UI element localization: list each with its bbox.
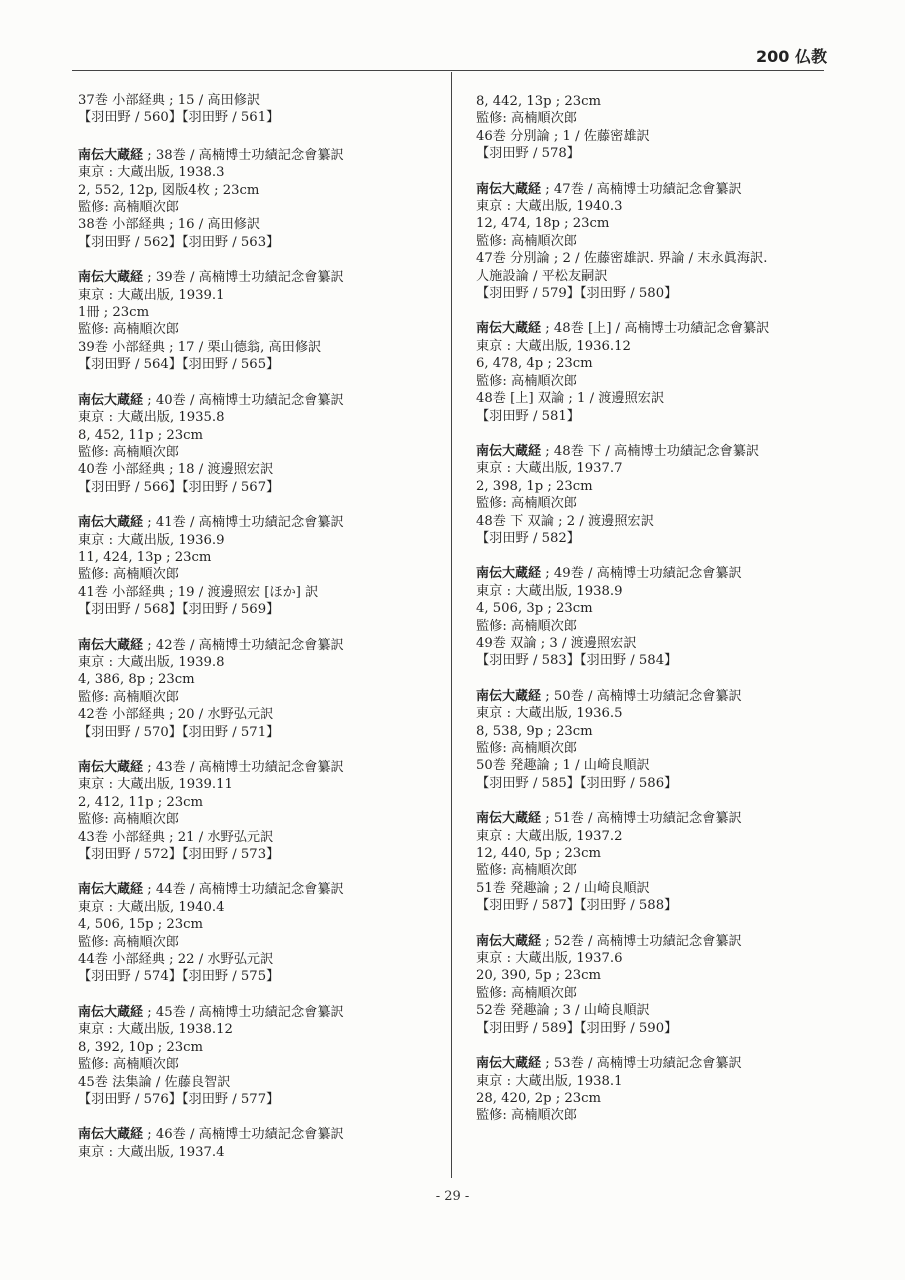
entry-volume-statement: ; 45巻 / 高楠博士功績記念會纂訳 [143, 1004, 344, 1020]
entry-volume-statement: ; 39巻 / 高楠博士功績記念會纂訳 [143, 270, 344, 286]
entry-line: 東京 : 大蔵出版, 1939.11 [78, 777, 233, 793]
entry-line: 東京 : 大蔵出版, 1936.9 [78, 532, 225, 548]
entry-line: 2, 412, 11p ; 23cm [78, 794, 204, 810]
entry-line: 【羽田野 / 578】 [476, 146, 580, 162]
entry-heading [476, 565, 831, 582]
entry-line: 【羽田野 / 587】【羽田野 / 588】 [476, 898, 678, 914]
entry-volume-statement: ; 47巻 / 高楠博士功績記念會纂訳 [541, 181, 742, 197]
entry-line: 監修: 高楠順次郎 [78, 689, 179, 705]
entry-volume-statement: ; 50巻 / 高楠博士功績記念會纂訳 [541, 688, 742, 704]
entry-line: 【羽田野 / 589】【羽田野 / 590】 [476, 1020, 678, 1036]
right-column [476, 93, 831, 1143]
entry-heading [78, 147, 433, 164]
entry-line: 4, 506, 15p ; 23cm [78, 917, 204, 933]
entry-line: 【羽田野 / 576】【羽田野 / 577】 [78, 1091, 280, 1107]
entry-line: 東京 : 大蔵出版, 1938.9 [476, 583, 623, 599]
entry-line: 【羽田野 / 566】【羽田野 / 567】 [78, 479, 280, 495]
entry-line: 2, 398, 1p ; 23cm [476, 478, 593, 494]
entry-line: 12, 474, 18p ; 23cm [476, 216, 610, 232]
entry-title: 南伝大蔵経 [476, 688, 542, 704]
entry-line: 監修: 高楠順次郎 [476, 741, 577, 756]
entry-line: 11, 424, 13p ; 23cm [78, 549, 212, 565]
entry-line: 【羽田野 / 560】【羽田野 / 561】 [78, 110, 280, 126]
entry-heading [78, 1126, 433, 1143]
entry-line: 【羽田野 / 579】【羽田野 / 580】 [476, 286, 678, 302]
entry-line: 人施設論 / 平松友嗣訳 [476, 268, 608, 284]
entry-line: 監修: 高楠順次郎 [476, 985, 577, 1001]
entry-heading [78, 269, 433, 286]
entry-line: 監修: 高楠順次郎 [476, 233, 577, 249]
entry-volume-statement: ; 52巻 / 高楠博士功績記念會纂訳 [541, 933, 742, 949]
entry-line: 8, 538, 9p ; 23cm [476, 723, 593, 739]
entry-line: 東京 : 大蔵出版, 1937.4 [78, 1144, 225, 1160]
entry-line: 49巻 双論 ; 3 / 渡邊照宏訳 [476, 635, 637, 651]
entry-title: 南伝大蔵経 [78, 270, 144, 286]
entry-line: 45巻 法集論 / 佐藤良智訳 [78, 1074, 231, 1090]
catalog-entry [476, 565, 831, 669]
entry-line: 6, 478, 4p ; 23cm [476, 356, 593, 372]
catalog-entry [476, 1055, 831, 1125]
catalog-entry [476, 688, 831, 792]
entry-volume-statement: ; 42巻 / 高楠博士功績記念會纂訳 [143, 637, 344, 653]
entry-line: 48巻 下 双論 ; 2 / 渡邊照宏訳 [476, 513, 654, 529]
entry-heading [78, 514, 433, 531]
entry-heading [78, 881, 433, 898]
entry-line: 【羽田野 / 582】 [476, 530, 580, 546]
catalog-entry [78, 881, 433, 985]
entry-line: 東京 : 大蔵出版, 1935.8 [78, 410, 225, 426]
entry-line: 監修: 高楠順次郎 [476, 863, 577, 879]
catalog-entry [78, 392, 433, 496]
page-number: - 29 - [435, 1189, 470, 1204]
entry-title: 南伝大蔵経 [78, 515, 144, 531]
entry-line: 監修: 高楠順次郎 [476, 496, 577, 512]
entry-line: 東京 : 大蔵出版, 1936.12 [476, 338, 631, 354]
entry-line: 4, 386, 8p ; 23cm [78, 672, 195, 688]
entry-line: 【羽田野 / 583】【羽田野 / 584】 [476, 653, 678, 669]
entry-line: 1冊 ; 23cm [78, 305, 150, 321]
entry-line: 東京 : 大蔵出版, 1938.1 [476, 1073, 623, 1089]
column-divider [451, 72, 452, 1178]
catalog-entry [78, 92, 433, 127]
entry-title: 南伝大蔵経 [476, 1056, 542, 1072]
entry-line: 51巻 発趣論 ; 2 / 山崎良順訳 [476, 880, 650, 896]
entry-volume-statement: ; 53巻 / 高楠博士功績記念會纂訳 [541, 1056, 742, 1072]
entry-volume-statement: ; 48巻 下 / 高楠博士功績記念會纂訳 [541, 443, 760, 459]
entry-line: 【羽田野 / 585】【羽田野 / 586】 [476, 775, 678, 791]
entry-title: 南伝大蔵経 [476, 566, 542, 582]
entry-line: 43巻 小部経典 ; 21 / 水野弘元訳 [78, 829, 274, 845]
entry-line: 東京 : 大蔵出版, 1937.2 [476, 828, 623, 844]
entry-line: 44巻 小部経典 ; 22 / 水野弘元訳 [78, 952, 274, 968]
entry-line: 47巻 分別論 ; 2 / 佐藤密雄訳. 界論 / 末永眞海訳. [476, 251, 768, 267]
catalog-entry [476, 181, 831, 303]
entry-volume-statement: ; 51巻 / 高楠博士功績記念會纂訳 [541, 811, 742, 827]
entry-volume-statement: ; 49巻 / 高楠博士功績記念會纂訳 [541, 566, 742, 582]
entry-volume-statement: ; 43巻 / 高楠博士功績記念會纂訳 [143, 760, 344, 775]
entry-line: 8, 392, 10p ; 23cm [78, 1039, 204, 1055]
entry-volume-statement: ; 38巻 / 高楠博士功績記念會纂訳 [143, 147, 344, 163]
entry-line: 監修: 高楠順次郎 [78, 812, 179, 828]
entry-heading [476, 810, 831, 827]
entry-line: 50巻 発趣論 ; 1 / 山崎良順訳 [476, 758, 650, 774]
entry-line: 監修: 高楠順次郎 [476, 111, 577, 127]
entry-title: 南伝大蔵経 [78, 147, 144, 163]
catalog-entry [78, 147, 433, 251]
entry-line: 【羽田野 / 572】【羽田野 / 573】 [78, 847, 280, 863]
entry-line: 監修: 高楠順次郎 [78, 444, 179, 460]
entry-title: 南伝大蔵経 [476, 933, 542, 949]
entry-heading [476, 443, 831, 460]
entry-title: 南伝大蔵経 [78, 760, 144, 775]
entry-line: 東京 : 大蔵出版, 1940.4 [78, 899, 225, 915]
entry-title: 南伝大蔵経 [476, 181, 542, 197]
entry-line: 37巻 小部経典 ; 15 / 高田修訳 [78, 93, 261, 108]
entry-line: 38巻 小部経典 ; 16 / 高田修訳 [78, 217, 261, 233]
catalog-entry [476, 443, 831, 547]
entry-title: 南伝大蔵経 [476, 321, 542, 337]
entry-line: 東京 : 大蔵出版, 1936.5 [476, 706, 623, 722]
entry-line: 監修: 高楠順次郎 [78, 322, 179, 338]
entry-line: 40巻 小部経典 ; 18 / 渡邊照宏訳 [78, 462, 274, 478]
entry-volume-statement: ; 40巻 / 高楠博士功績記念會纂訳 [143, 392, 344, 408]
entry-line: 監修: 高楠順次郎 [476, 373, 577, 389]
section-title: 200 仏教 [756, 47, 827, 66]
entry-volume-statement: ; 48巻 [上] / 高楠博士功績記念會纂訳 [541, 321, 770, 337]
entry-line: 2, 552, 12p, 図版4枚 ; 23cm [78, 182, 260, 198]
entry-heading [78, 637, 433, 654]
entry-line: 東京 : 大蔵出版, 1939.8 [78, 654, 225, 670]
catalog-entry [476, 933, 831, 1037]
entry-line: 28, 420, 2p ; 23cm [476, 1090, 602, 1106]
entry-heading [78, 392, 433, 409]
entry-line: 監修: 高楠順次郎 [476, 1108, 577, 1124]
entry-line: 監修: 高楠順次郎 [78, 934, 179, 950]
entry-heading [476, 933, 831, 950]
entry-heading [78, 1004, 433, 1021]
entry-line: 監修: 高楠順次郎 [78, 200, 179, 216]
catalog-entry [476, 810, 831, 914]
entry-line: 46巻 分別論 ; 1 / 佐藤密雄訳 [476, 128, 650, 144]
entry-heading [476, 181, 831, 198]
entry-line: 【羽田野 / 570】【羽田野 / 571】 [78, 724, 280, 740]
catalog-entry [78, 759, 433, 863]
entry-line: 東京 : 大蔵出版, 1939.1 [78, 287, 225, 303]
entry-line: 東京 : 大蔵出版, 1938.12 [78, 1022, 233, 1038]
entry-line: 東京 : 大蔵出版, 1937.6 [476, 951, 623, 967]
entry-volume-statement: ; 44巻 / 高楠博士功績記念會纂訳 [143, 882, 344, 898]
entry-title: 南伝大蔵経 [476, 443, 542, 459]
entry-title: 南伝大蔵経 [78, 637, 144, 653]
entry-line: 監修: 高楠順次郎 [476, 618, 577, 634]
entry-line: 【羽田野 / 574】【羽田野 / 575】 [78, 969, 280, 985]
entry-line: 東京 : 大蔵出版, 1940.3 [476, 199, 623, 215]
entry-line: 4, 506, 3p ; 23cm [476, 601, 593, 617]
catalog-entry [78, 1004, 433, 1108]
entry-line: 52巻 発趣論 ; 3 / 山崎良順訳 [476, 1003, 650, 1019]
entry-title: 南伝大蔵経 [476, 811, 542, 827]
catalog-entry [476, 93, 831, 163]
entry-title: 南伝大蔵経 [78, 1127, 144, 1143]
entry-line: 20, 390, 5p ; 23cm [476, 968, 602, 984]
entry-line: 41巻 小部経典 ; 19 / 渡邊照宏 [ほか] 訳 [78, 584, 319, 600]
entry-title: 南伝大蔵経 [78, 1004, 144, 1020]
entry-volume-statement: ; 46巻 / 高楠博士功績記念會纂訳 [143, 1127, 344, 1143]
catalog-entry [78, 637, 433, 741]
entry-line: 監修: 高楠順次郎 [78, 567, 179, 583]
entry-line: 【羽田野 / 564】【羽田野 / 565】 [78, 357, 280, 373]
catalog-entry [78, 514, 433, 618]
entry-line: 48巻 [上] 双論 ; 1 / 渡邊照宏訳 [476, 391, 665, 407]
entry-line: 監修: 高楠順次郎 [78, 1057, 179, 1073]
catalog-entry [78, 1126, 433, 1161]
catalog-entry [78, 269, 433, 373]
entry-line: 39巻 小部経典 ; 17 / 栗山德翁, 高田修訳 [78, 339, 322, 355]
entry-line: 8, 442, 13p ; 23cm [476, 94, 602, 109]
entry-line: 42巻 小部経典 ; 20 / 水野弘元訳 [78, 707, 274, 723]
header-rule [72, 70, 824, 71]
entry-heading [476, 1055, 831, 1072]
entry-line: 【羽田野 / 568】【羽田野 / 569】 [78, 602, 280, 618]
entry-title: 南伝大蔵経 [78, 392, 144, 408]
entry-title: 南伝大蔵経 [78, 882, 144, 898]
entry-volume-statement: ; 41巻 / 高楠博士功績記念會纂訳 [143, 515, 344, 531]
catalog-entry [476, 320, 831, 424]
entry-heading [78, 759, 433, 776]
entry-heading [476, 320, 831, 337]
entry-line: 【羽田野 / 581】 [476, 408, 580, 424]
entry-line: 東京 : 大蔵出版, 1937.7 [476, 461, 623, 477]
entry-line: 東京 : 大蔵出版, 1938.3 [78, 165, 225, 181]
entry-heading [476, 688, 831, 705]
entry-line: 12, 440, 5p ; 23cm [476, 846, 602, 862]
left-column [78, 92, 433, 1179]
entry-line: 【羽田野 / 562】【羽田野 / 563】 [78, 234, 280, 250]
entry-line: 8, 452, 11p ; 23cm [78, 427, 204, 443]
